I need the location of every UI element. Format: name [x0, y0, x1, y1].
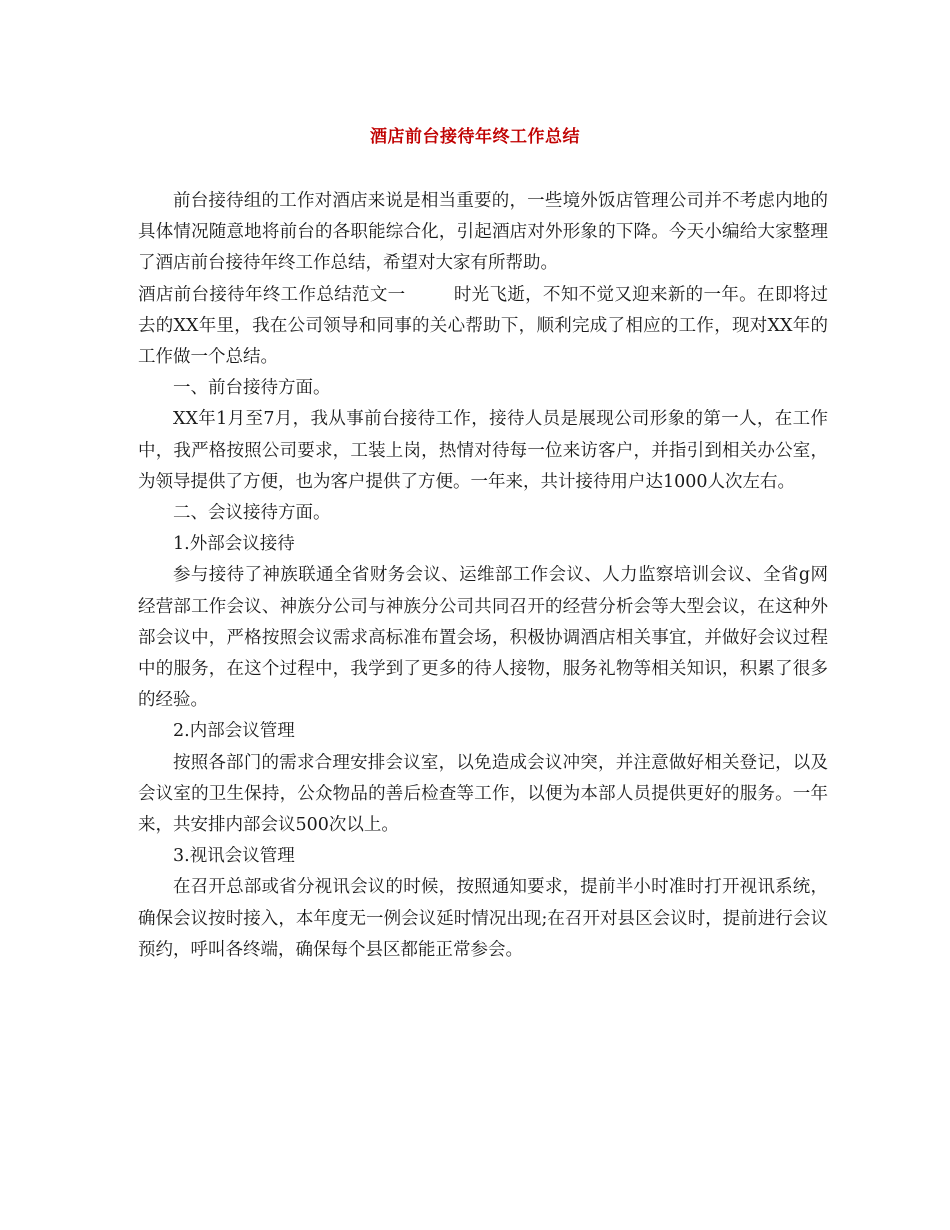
sub2-heading: 2.内部会议管理 [173, 721, 295, 742]
sub3-heading: 3.视讯会议管理 [173, 846, 295, 867]
sub1-paragraph: 参与接待了神族联通全省财务会议、运维部工作会议、人力监察培训会议、全省g网经营部工作会议、神族分公司与神族分公司共同召开的经营分析会等大型会议，在这种外部会议中，严格按照会议需求高标准布置会场，积极协调酒店相关事宜，并做好会议过程中的服务，在这个过程中，我学到了更多的待人接物，服务礼物等相关知识，积累了很多的经验。 [138, 565, 828, 711]
section1-paragraph: XX年1月至7月，我从事前台接待工作，接待人员是展现公司形象的第一人，在工作中，我严格按照公司要求，工装上岗，热情对待每一位来访客户，并指引到相关办公室，为领导提供了方便，也为客户提供了方便。一年来，共计接待用户达1000人次左右。 [138, 409, 828, 492]
sample-opening: 时光飞逝，不知不觉又迎来新的一年。在即将过去的XX年里，我在公司领导和同事的关心帮助下，顺利完成了相应的工作，现对XX年的工作做一个总结。 [138, 284, 828, 368]
sub1-heading: 1.外部会议接待 [173, 534, 295, 555]
document-title: 酒店前台接待年终工作总结 [370, 127, 580, 147]
intro-paragraph: 前台接待组的工作对酒店来说是相当重要的，一些境外饭店管理公司并不考虑内地的具体情况随意地将前台的各职能综合化，引起酒店对外形象的下降。今天小编给大家整理了酒店前台接待年终工作总结，希望对大家有所帮助。 [138, 191, 828, 274]
document-body [138, 186, 828, 966]
sample-heading: 酒店前台接待年终工作总结范文一 [138, 284, 406, 305]
sub3-paragraph: 在召开总部或省分视讯会议的时候，按照通知要求，提前半小时准时打开视讯系统，确保会议按时接入，本年度无一例会议延时情况出现;在召开对县区会议时，提前进行会议预约，呼叫各终端，确保每个县区都能正常参会。 [138, 877, 828, 960]
sample-paragraph [138, 280, 828, 374]
section1-heading: 一、前台接待方面。 [173, 378, 331, 399]
sub2-paragraph: 按照各部门的需求合理安排会议室，以免造成会议冲突，并注意做好相关登记，以及会议室的卫生保持，公众物品的善后检查等工作，以便为本部人员提供更好的服务。一年来，共安排内部会议500次以上。 [138, 752, 828, 836]
section2-heading: 二、会议接待方面。 [173, 503, 331, 524]
